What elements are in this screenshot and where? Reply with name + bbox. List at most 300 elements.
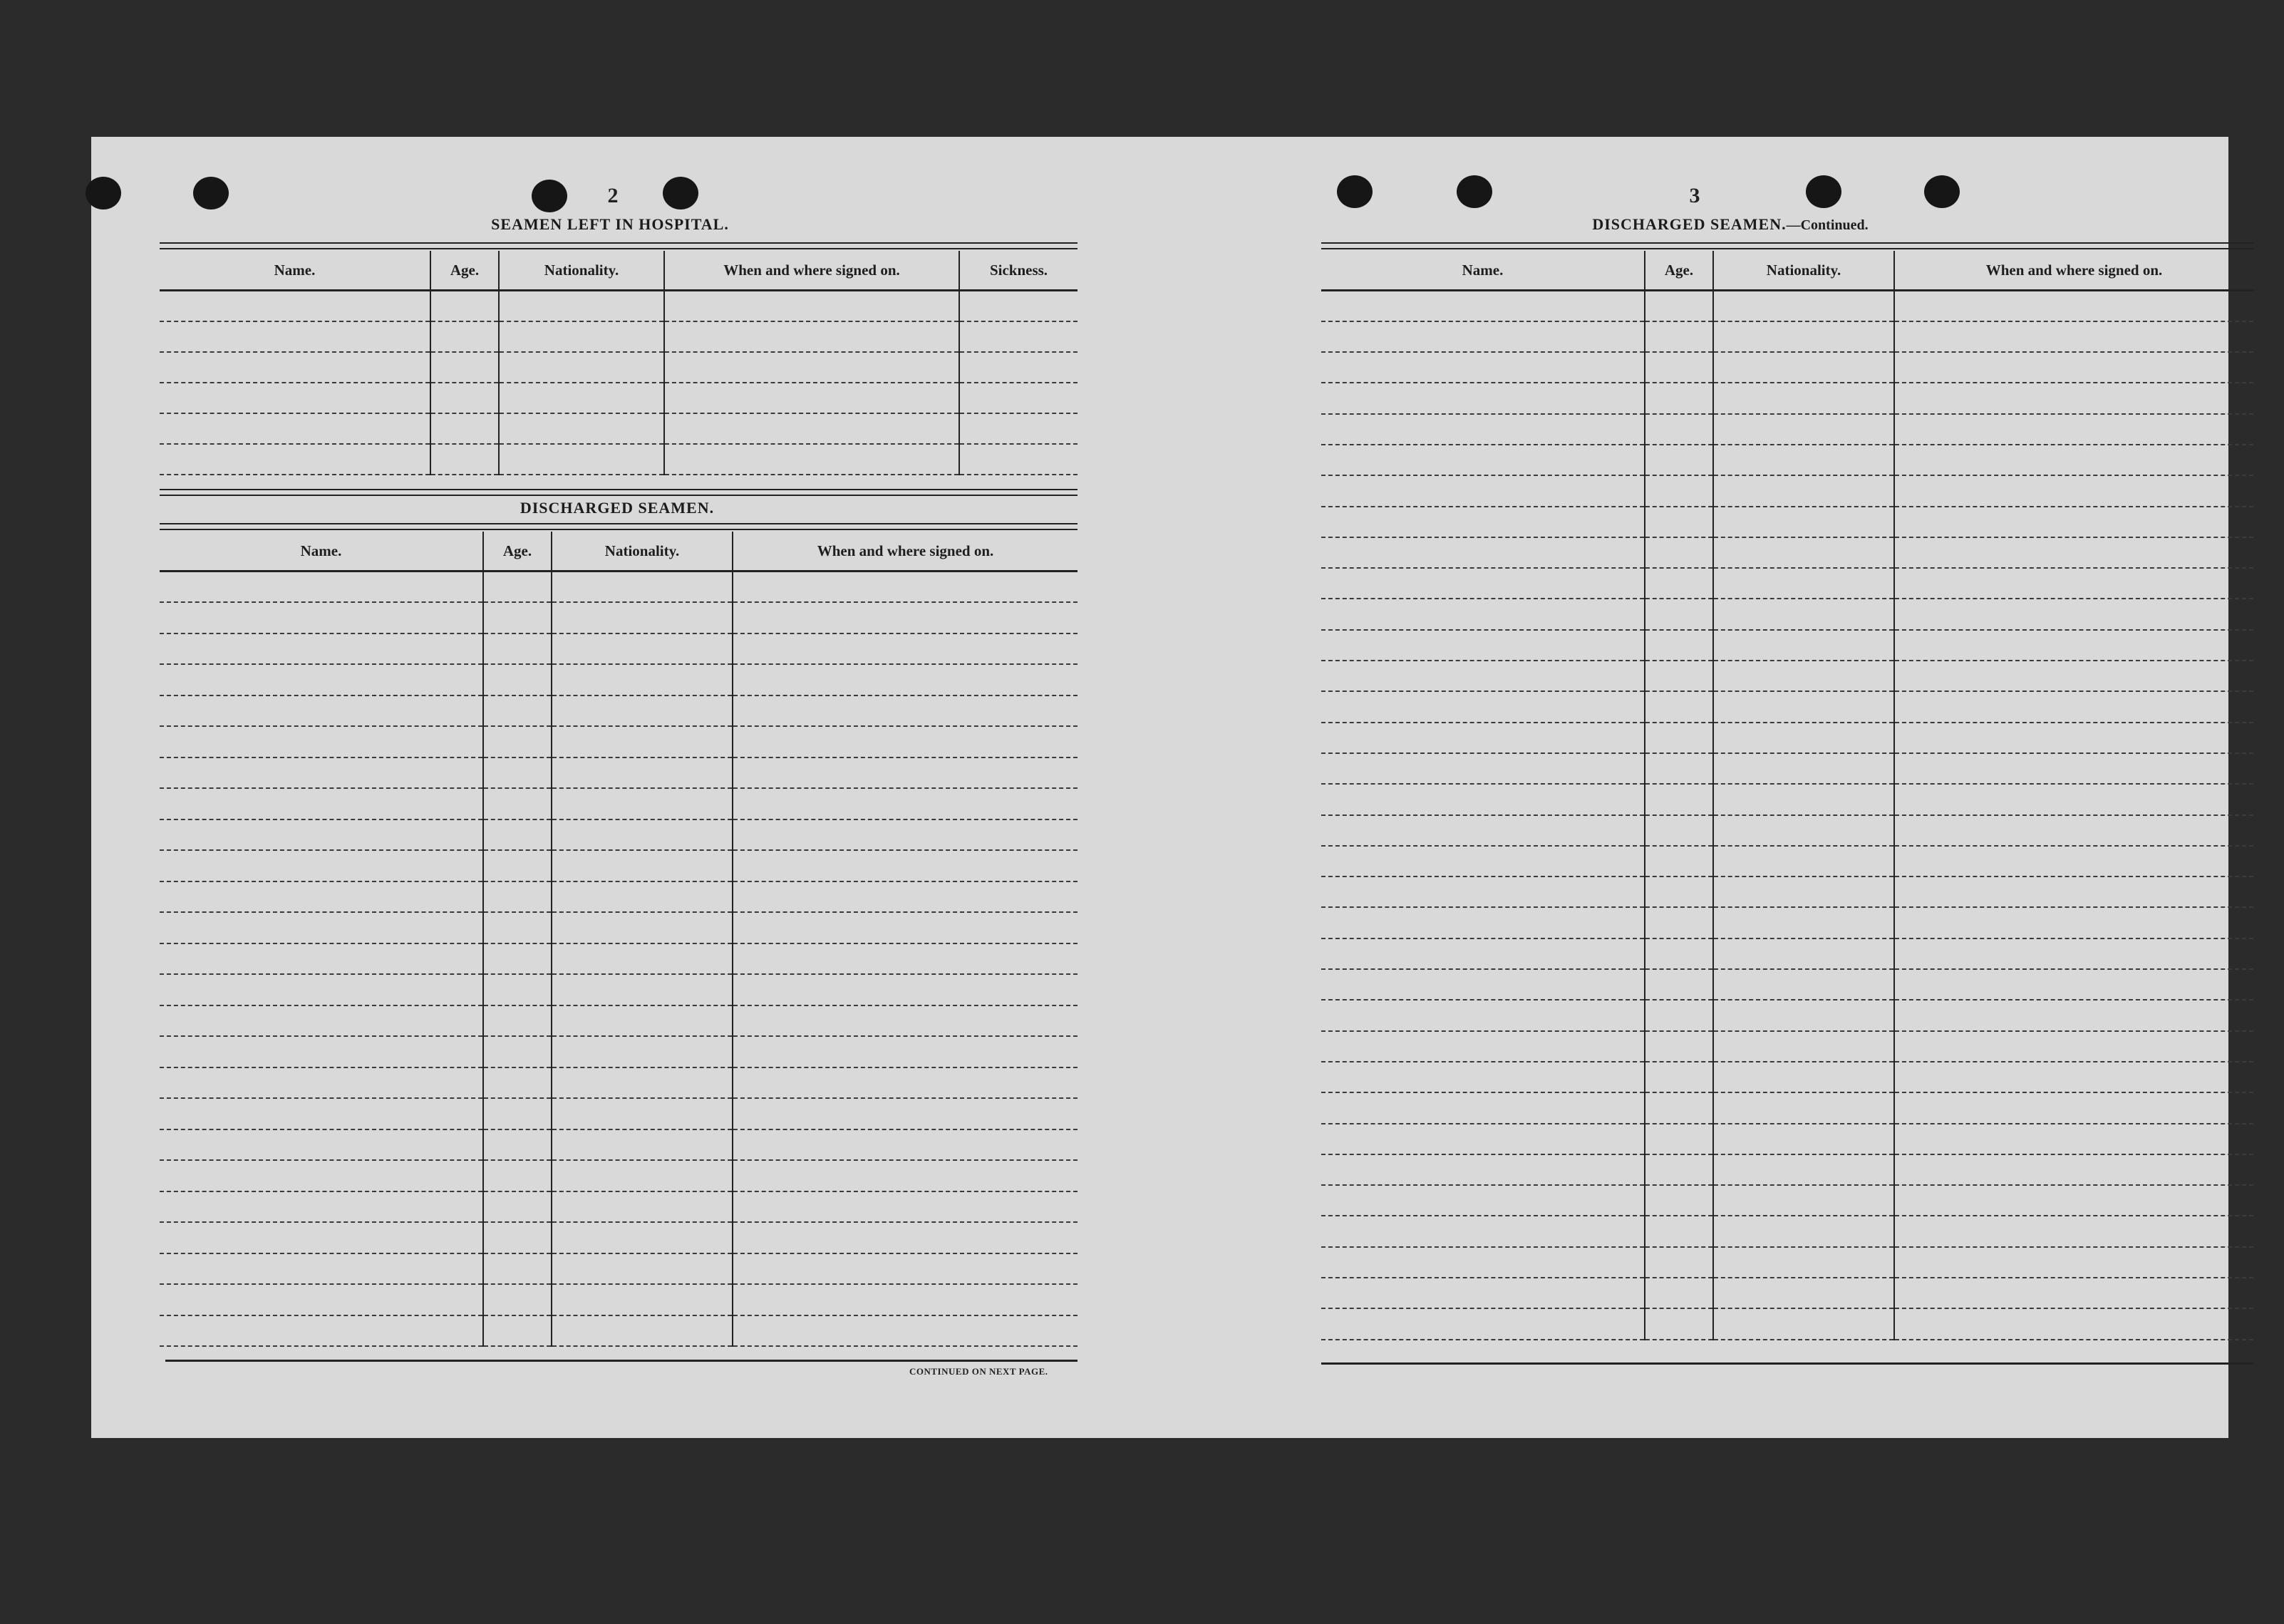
blank-entry-cell[interactable] — [1321, 352, 1645, 383]
blank-entry-cell[interactable] — [1713, 291, 1894, 321]
column-header: When and where signed on. — [733, 532, 1078, 571]
blank-entry-cell[interactable] — [1713, 1247, 1894, 1278]
blank-entry-cell[interactable] — [1321, 691, 1645, 722]
blank-entry-cell[interactable] — [1894, 291, 2253, 321]
blank-entry-cell[interactable] — [499, 413, 664, 444]
blank-entry-cell[interactable] — [1713, 907, 1894, 938]
blank-entry-cell[interactable] — [1321, 1185, 1645, 1216]
table-row — [1321, 507, 2253, 537]
blank-entry-cell[interactable] — [552, 1160, 733, 1191]
blank-entry-cell[interactable] — [1713, 938, 1894, 969]
blank-entry-cell[interactable] — [664, 413, 959, 444]
left-page — [91, 137, 1160, 1438]
blank-entry-cell[interactable] — [1713, 784, 1894, 814]
blank-entry-cell[interactable] — [430, 383, 499, 413]
blank-entry-cell[interactable] — [664, 291, 959, 321]
blank-entry-cell[interactable] — [1321, 1000, 1645, 1030]
blank-entry-cell[interactable] — [1321, 1124, 1645, 1154]
blank-entry-cell[interactable] — [1321, 938, 1645, 969]
blank-entry-cell[interactable] — [430, 444, 499, 475]
table-row — [160, 1005, 1078, 1037]
blank-entry-cell[interactable] — [160, 444, 430, 475]
blank-entry-cell[interactable] — [733, 1253, 1078, 1285]
blank-entry-cell[interactable] — [1713, 1278, 1894, 1308]
blank-entry-cell[interactable] — [1321, 537, 1645, 568]
blank-entry-cell[interactable] — [160, 383, 430, 413]
punch-hole — [1806, 175, 1841, 208]
blank-entry-cell[interactable] — [552, 1315, 733, 1347]
blank-entry-cell[interactable] — [1321, 1092, 1645, 1123]
blank-entry-cell[interactable] — [552, 1191, 733, 1223]
blank-entry-cell[interactable] — [1894, 507, 2253, 537]
blank-entry-cell[interactable] — [1894, 784, 2253, 814]
blank-entry-cell[interactable] — [1645, 383, 1713, 413]
blank-entry-cell[interactable] — [1713, 537, 1894, 568]
blank-entry-cell[interactable] — [1894, 568, 2253, 599]
blank-entry-cell[interactable] — [959, 352, 1078, 383]
table-row — [1321, 784, 2253, 814]
blank-entry-cell[interactable] — [1713, 383, 1894, 413]
blank-entry-cell[interactable] — [1321, 661, 1645, 691]
blank-entry-cell[interactable] — [733, 943, 1078, 975]
blank-entry-cell[interactable] — [1645, 815, 1713, 846]
title-main: DISCHARGED SEAMEN. — [1592, 215, 1787, 233]
blank-entry-cell[interactable] — [160, 1222, 483, 1253]
blank-entry-cell[interactable] — [552, 633, 733, 665]
blank-entry-cell[interactable] — [160, 602, 483, 633]
blank-entry-cell[interactable] — [483, 1284, 552, 1315]
blank-entry-cell[interactable] — [1321, 599, 1645, 629]
blank-entry-cell[interactable] — [733, 974, 1078, 1005]
blank-entry-cell[interactable] — [483, 1005, 552, 1037]
blank-entry-cell[interactable] — [1894, 1185, 2253, 1216]
blank-entry-cell[interactable] — [1894, 661, 2253, 691]
blank-entry-cell[interactable] — [733, 1067, 1078, 1099]
blank-entry-cell[interactable] — [1645, 1308, 1713, 1339]
blank-entry-cell[interactable] — [1321, 907, 1645, 938]
blank-entry-cell[interactable] — [483, 912, 552, 943]
blank-entry-cell[interactable] — [1321, 723, 1645, 753]
blank-entry-cell[interactable] — [1645, 876, 1713, 907]
blank-entry-cell[interactable] — [733, 788, 1078, 819]
blank-entry-cell[interactable] — [1321, 507, 1645, 537]
blank-entry-cell[interactable] — [483, 1222, 552, 1253]
blank-entry-cell[interactable] — [1894, 691, 2253, 722]
blank-entry-cell[interactable] — [1321, 383, 1645, 413]
blank-entry-cell[interactable] — [1713, 661, 1894, 691]
blank-entry-cell[interactable] — [1321, 568, 1645, 599]
blank-entry-cell[interactable] — [959, 321, 1078, 352]
blank-entry-cell[interactable] — [483, 881, 552, 913]
blank-entry-cell[interactable] — [1894, 599, 2253, 629]
blank-entry-cell[interactable] — [1894, 537, 2253, 568]
blank-entry-cell[interactable] — [733, 1160, 1078, 1191]
table-row — [160, 413, 1078, 444]
blank-entry-cell[interactable] — [1645, 723, 1713, 753]
blank-entry-cell[interactable] — [1713, 414, 1894, 445]
blank-entry-cell[interactable] — [733, 912, 1078, 943]
blank-entry-cell[interactable] — [1321, 969, 1645, 1000]
blank-entry-cell[interactable] — [430, 413, 499, 444]
blank-entry-cell[interactable] — [1321, 291, 1645, 321]
blank-entry-cell[interactable] — [1645, 599, 1713, 629]
blank-entry-cell[interactable] — [1321, 1031, 1645, 1062]
blank-entry-cell[interactable] — [1645, 969, 1713, 1000]
blank-entry-cell[interactable] — [733, 1222, 1078, 1253]
blank-entry-cell[interactable] — [1645, 753, 1713, 784]
blank-entry-cell[interactable] — [483, 819, 552, 851]
blank-entry-cell[interactable] — [1894, 1216, 2253, 1246]
blank-entry-cell[interactable] — [160, 943, 483, 975]
blank-entry-cell[interactable] — [733, 881, 1078, 913]
blank-entry-cell[interactable] — [552, 757, 733, 789]
punch-hole — [86, 177, 121, 210]
blank-entry-cell[interactable] — [160, 1253, 483, 1285]
blank-entry-cell[interactable] — [1645, 475, 1713, 506]
blank-entry-cell[interactable] — [430, 291, 499, 321]
blank-entry-cell[interactable] — [664, 352, 959, 383]
blank-entry-cell[interactable] — [552, 881, 733, 913]
blank-entry-cell[interactable] — [430, 321, 499, 352]
hospital-table — [160, 251, 1078, 475]
blank-entry-cell[interactable] — [1713, 1154, 1894, 1185]
blank-entry-cell[interactable] — [160, 291, 430, 321]
blank-entry-cell[interactable] — [1645, 321, 1713, 352]
blank-entry-cell[interactable] — [1645, 1092, 1713, 1123]
table-row — [160, 1315, 1078, 1347]
blank-entry-cell[interactable] — [1645, 938, 1713, 969]
blank-entry-cell[interactable] — [160, 1315, 483, 1347]
blank-entry-cell[interactable] — [959, 383, 1078, 413]
blank-entry-cell[interactable] — [483, 1315, 552, 1347]
blank-entry-cell[interactable] — [733, 1315, 1078, 1347]
blank-entry-cell[interactable] — [160, 974, 483, 1005]
blank-entry-cell[interactable] — [552, 1253, 733, 1285]
blank-entry-cell[interactable] — [733, 1005, 1078, 1037]
blank-entry-cell[interactable] — [160, 633, 483, 665]
blank-entry-cell[interactable] — [483, 757, 552, 789]
blank-entry-cell[interactable] — [483, 726, 552, 757]
blank-entry-cell[interactable] — [1713, 1062, 1894, 1092]
blank-entry-cell[interactable] — [733, 757, 1078, 789]
blank-entry-cell[interactable] — [483, 1067, 552, 1099]
table-row — [160, 291, 1078, 321]
blank-entry-cell[interactable] — [1645, 507, 1713, 537]
blank-entry-cell[interactable] — [1321, 784, 1645, 814]
blank-entry-cell[interactable] — [552, 1098, 733, 1129]
blank-entry-cell[interactable] — [483, 1160, 552, 1191]
blank-entry-cell[interactable] — [733, 819, 1078, 851]
blank-entry-cell[interactable] — [1713, 1031, 1894, 1062]
blank-entry-cell[interactable] — [1321, 876, 1645, 907]
blank-entry-cell[interactable] — [1713, 1216, 1894, 1246]
table-row — [160, 602, 1078, 633]
blank-entry-cell[interactable] — [483, 695, 552, 727]
blank-entry-cell[interactable] — [1321, 1308, 1645, 1339]
blank-entry-cell[interactable] — [160, 1191, 483, 1223]
blank-entry-cell[interactable] — [1645, 1062, 1713, 1092]
blank-entry-cell[interactable] — [552, 726, 733, 757]
blank-entry-cell[interactable] — [1713, 321, 1894, 352]
double-rule — [1321, 242, 2253, 249]
blank-entry-cell[interactable] — [483, 571, 552, 603]
table-row — [1321, 1031, 2253, 1062]
blank-entry-cell[interactable] — [733, 602, 1078, 633]
blank-entry-cell[interactable] — [552, 571, 733, 603]
blank-entry-cell[interactable] — [664, 383, 959, 413]
blank-entry-cell[interactable] — [1713, 1124, 1894, 1154]
blank-entry-cell[interactable] — [1894, 969, 2253, 1000]
blank-entry-cell[interactable] — [499, 291, 664, 321]
blank-entry-cell[interactable] — [1894, 723, 2253, 753]
blank-entry-cell[interactable] — [160, 1129, 483, 1161]
blank-entry-cell[interactable] — [1645, 630, 1713, 661]
blank-entry-cell[interactable] — [1894, 1154, 2253, 1185]
table-row — [160, 664, 1078, 695]
blank-entry-cell[interactable] — [1894, 938, 2253, 969]
blank-entry-cell[interactable] — [1645, 537, 1713, 568]
blank-entry-cell[interactable] — [733, 726, 1078, 757]
ledger-sheet — [91, 137, 2228, 1438]
blank-entry-cell[interactable] — [160, 726, 483, 757]
blank-entry-cell[interactable] — [1894, 1278, 2253, 1308]
blank-entry-cell[interactable] — [483, 1129, 552, 1161]
blank-entry-cell[interactable] — [1894, 630, 2253, 661]
blank-entry-cell[interactable] — [160, 819, 483, 851]
blank-entry-cell[interactable] — [664, 444, 959, 475]
blank-entry-cell[interactable] — [1894, 815, 2253, 846]
blank-entry-cell[interactable] — [664, 321, 959, 352]
blank-entry-cell[interactable] — [552, 1067, 733, 1099]
blank-entry-cell[interactable] — [552, 819, 733, 851]
blank-entry-cell[interactable] — [1894, 1062, 2253, 1092]
blank-entry-cell[interactable] — [733, 664, 1078, 695]
blank-entry-cell[interactable] — [1645, 352, 1713, 383]
blank-entry-cell[interactable] — [483, 788, 552, 819]
blank-entry-cell[interactable] — [1713, 1092, 1894, 1123]
blank-entry-cell[interactable] — [552, 602, 733, 633]
blank-entry-cell[interactable] — [552, 974, 733, 1005]
blank-entry-cell[interactable] — [733, 1129, 1078, 1161]
blank-entry-cell[interactable] — [483, 1253, 552, 1285]
blank-entry-cell[interactable] — [1713, 445, 1894, 475]
blank-entry-cell[interactable] — [1894, 753, 2253, 784]
blank-entry-cell[interactable] — [1894, 876, 2253, 907]
table-row — [1321, 907, 2253, 938]
blank-entry-cell[interactable] — [552, 912, 733, 943]
blank-entry-cell[interactable] — [552, 788, 733, 819]
blank-entry-cell[interactable] — [499, 321, 664, 352]
blank-entry-cell[interactable] — [733, 571, 1078, 603]
blank-entry-cell[interactable] — [499, 352, 664, 383]
blank-entry-cell[interactable] — [1894, 1247, 2253, 1278]
blank-entry-cell[interactable] — [1645, 291, 1713, 321]
table-row — [1321, 876, 2253, 907]
blank-entry-cell[interactable] — [160, 850, 483, 881]
blank-entry-cell[interactable] — [1645, 568, 1713, 599]
blank-entry-cell[interactable] — [1321, 1062, 1645, 1092]
blank-entry-cell[interactable] — [1713, 1308, 1894, 1339]
blank-entry-cell[interactable] — [959, 291, 1078, 321]
blank-entry-cell[interactable] — [1713, 846, 1894, 876]
table-row — [160, 943, 1078, 975]
blank-entry-cell[interactable] — [1713, 599, 1894, 629]
blank-entry-cell[interactable] — [483, 602, 552, 633]
blank-entry-cell[interactable] — [1321, 414, 1645, 445]
blank-entry-cell[interactable] — [1321, 321, 1645, 352]
blank-entry-cell[interactable] — [1321, 475, 1645, 506]
blank-entry-cell[interactable] — [1894, 321, 2253, 352]
blank-entry-cell[interactable] — [160, 1160, 483, 1191]
blank-entry-cell[interactable] — [160, 695, 483, 727]
blank-entry-cell[interactable] — [1645, 445, 1713, 475]
blank-entry-cell[interactable] — [483, 1098, 552, 1129]
blank-entry-cell[interactable] — [552, 695, 733, 727]
blank-entry-cell[interactable] — [160, 321, 430, 352]
table-row — [1321, 938, 2253, 969]
blank-entry-cell[interactable] — [483, 633, 552, 665]
blank-entry-cell[interactable] — [1645, 1031, 1713, 1062]
blank-entry-cell[interactable] — [1713, 630, 1894, 661]
blank-entry-cell[interactable] — [1645, 1247, 1713, 1278]
blank-entry-cell[interactable] — [1894, 1031, 2253, 1062]
blank-entry-cell[interactable] — [1645, 414, 1713, 445]
table-row — [1321, 321, 2253, 352]
blank-entry-cell[interactable] — [1645, 1124, 1713, 1154]
blank-entry-cell[interactable] — [552, 664, 733, 695]
column-header: Nationality. — [552, 532, 733, 571]
blank-entry-cell[interactable] — [160, 664, 483, 695]
blank-entry-cell[interactable] — [1713, 507, 1894, 537]
blank-entry-cell[interactable] — [160, 1284, 483, 1315]
table-row — [1321, 846, 2253, 876]
blank-entry-cell[interactable] — [1894, 445, 2253, 475]
blank-entry-cell[interactable] — [1713, 691, 1894, 722]
table-row — [1321, 383, 2253, 413]
blank-entry-cell[interactable] — [1713, 753, 1894, 784]
table-row — [160, 633, 1078, 665]
blank-entry-cell[interactable] — [1713, 723, 1894, 753]
blank-entry-cell[interactable] — [1894, 475, 2253, 506]
blank-entry-cell[interactable] — [499, 383, 664, 413]
blank-entry-cell[interactable] — [733, 695, 1078, 727]
blank-entry-cell[interactable] — [1321, 815, 1645, 846]
blank-entry-cell[interactable] — [160, 413, 430, 444]
table-row — [1321, 445, 2253, 475]
blank-entry-cell[interactable] — [1321, 1247, 1645, 1278]
blank-entry-cell[interactable] — [1321, 753, 1645, 784]
blank-entry-cell[interactable] — [483, 1191, 552, 1223]
blank-entry-cell[interactable] — [733, 1098, 1078, 1129]
blank-entry-cell[interactable] — [1713, 568, 1894, 599]
blank-entry-cell[interactable] — [1713, 475, 1894, 506]
blank-entry-cell[interactable] — [160, 881, 483, 913]
table-row — [160, 974, 1078, 1005]
blank-entry-cell[interactable] — [552, 1284, 733, 1315]
blank-entry-cell[interactable] — [733, 1284, 1078, 1315]
blank-entry-cell[interactable] — [160, 912, 483, 943]
blank-entry-cell[interactable] — [1645, 661, 1713, 691]
blank-entry-cell[interactable] — [483, 664, 552, 695]
blank-entry-cell[interactable] — [483, 943, 552, 975]
blank-entry-cell[interactable] — [1894, 907, 2253, 938]
blank-entry-cell[interactable] — [1645, 1278, 1713, 1308]
blank-entry-cell[interactable] — [160, 757, 483, 789]
blank-entry-cell[interactable] — [1645, 1154, 1713, 1185]
blank-entry-cell[interactable] — [483, 850, 552, 881]
blank-entry-cell[interactable] — [959, 413, 1078, 444]
blank-entry-cell[interactable] — [160, 788, 483, 819]
blank-entry-cell[interactable] — [1645, 1216, 1713, 1246]
blank-entry-cell[interactable] — [1645, 691, 1713, 722]
blank-entry-cell[interactable] — [1894, 1092, 2253, 1123]
blank-entry-cell[interactable] — [160, 1005, 483, 1037]
table-row — [160, 444, 1078, 475]
blank-entry-cell[interactable] — [160, 352, 430, 383]
blank-entry-cell[interactable] — [552, 1129, 733, 1161]
blank-entry-cell[interactable] — [552, 943, 733, 975]
blank-entry-cell[interactable] — [1713, 352, 1894, 383]
blank-entry-cell[interactable] — [430, 352, 499, 383]
table-row — [160, 321, 1078, 352]
blank-entry-cell[interactable] — [552, 1036, 733, 1067]
blank-entry-cell[interactable] — [1894, 1308, 2253, 1339]
blank-entry-cell[interactable] — [483, 974, 552, 1005]
title-suffix: —Continued. — [1786, 217, 1869, 233]
blank-entry-cell[interactable] — [499, 444, 664, 475]
blank-entry-cell[interactable] — [733, 633, 1078, 665]
blank-entry-cell[interactable] — [1645, 1000, 1713, 1030]
blank-entry-cell[interactable] — [552, 1222, 733, 1253]
blank-entry-cell[interactable] — [1645, 784, 1713, 814]
table-row — [160, 1129, 1078, 1161]
blank-entry-cell[interactable] — [733, 1036, 1078, 1067]
blank-entry-cell[interactable] — [733, 1191, 1078, 1223]
blank-entry-cell[interactable] — [1894, 1124, 2253, 1154]
blank-entry-cell[interactable] — [1713, 876, 1894, 907]
blank-entry-cell[interactable] — [1713, 815, 1894, 846]
blank-entry-cell[interactable] — [1894, 352, 2253, 383]
table-row — [1321, 414, 2253, 445]
blank-entry-cell[interactable] — [1321, 1154, 1645, 1185]
blank-entry-cell[interactable] — [1321, 1216, 1645, 1246]
blank-entry-cell[interactable] — [160, 1067, 483, 1099]
blank-entry-cell[interactable] — [1321, 846, 1645, 876]
blank-entry-cell[interactable] — [552, 1005, 733, 1037]
blank-entry-cell[interactable] — [1894, 1000, 2253, 1030]
blank-entry-cell[interactable] — [1645, 907, 1713, 938]
blank-entry-cell[interactable] — [733, 850, 1078, 881]
blank-entry-cell[interactable] — [160, 1098, 483, 1129]
blank-entry-cell[interactable] — [1321, 630, 1645, 661]
blank-entry-cell[interactable] — [160, 571, 483, 603]
blank-entry-cell[interactable] — [1713, 969, 1894, 1000]
blank-entry-cell[interactable] — [1645, 1185, 1713, 1216]
double-rule — [160, 242, 1078, 249]
blank-entry-cell[interactable] — [1321, 445, 1645, 475]
blank-entry-cell[interactable] — [483, 1036, 552, 1067]
blank-entry-cell[interactable] — [1894, 846, 2253, 876]
blank-entry-cell[interactable] — [1645, 846, 1713, 876]
blank-entry-cell[interactable] — [1713, 1000, 1894, 1030]
blank-entry-cell[interactable] — [1894, 414, 2253, 445]
blank-entry-cell[interactable] — [1321, 1278, 1645, 1308]
blank-entry-cell[interactable] — [959, 444, 1078, 475]
blank-entry-cell[interactable] — [160, 1036, 483, 1067]
blank-entry-cell[interactable] — [1713, 1185, 1894, 1216]
blank-entry-cell[interactable] — [1894, 383, 2253, 413]
blank-entry-cell[interactable] — [552, 850, 733, 881]
